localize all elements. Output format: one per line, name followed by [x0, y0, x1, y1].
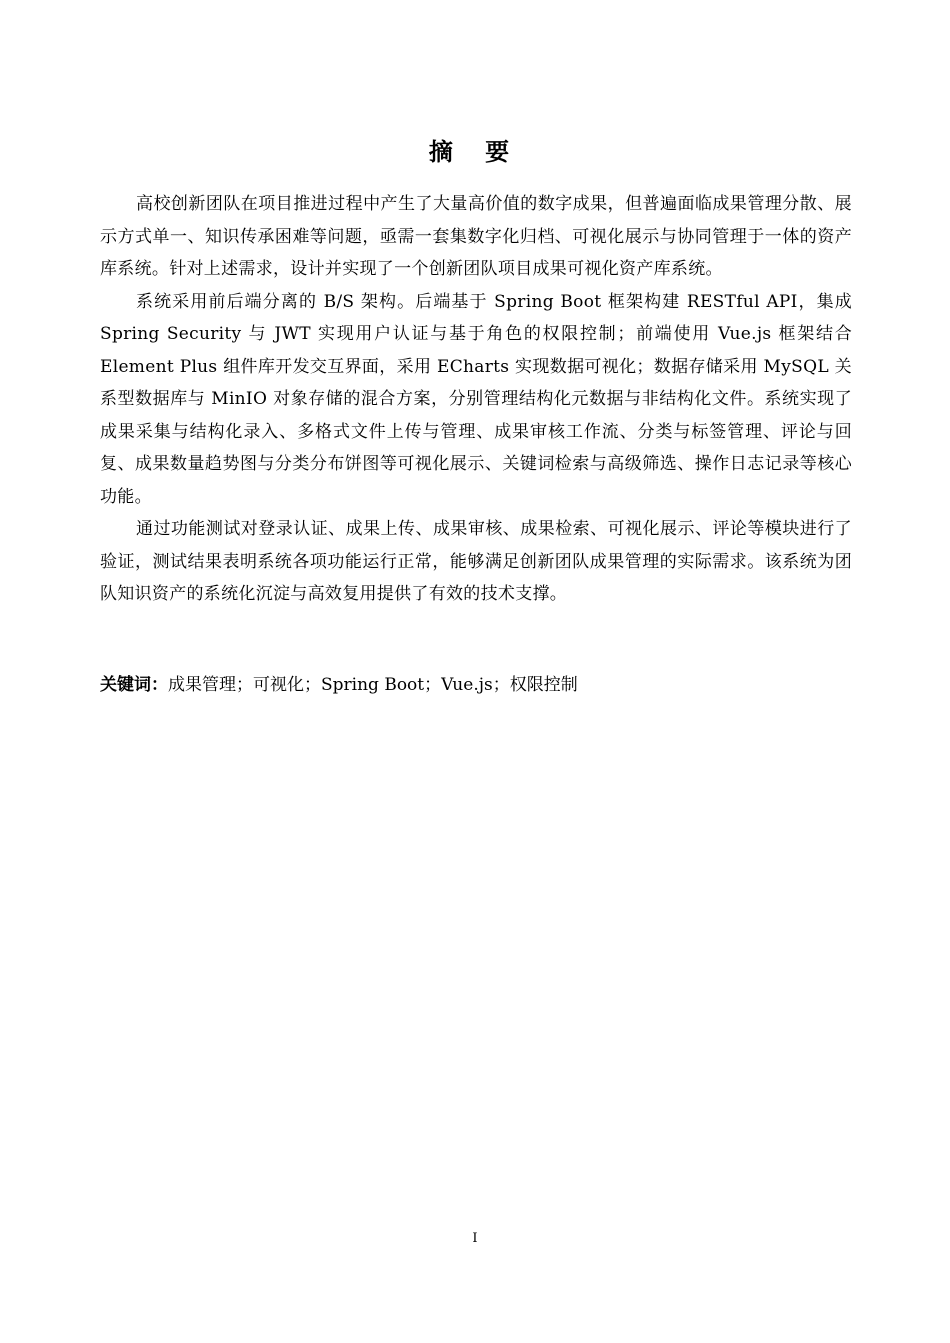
- page-number: I: [472, 1231, 478, 1246]
- abstract-paragraph-3: 通过功能测试对登录认证、成果上传、成果审核、成果检索、可视化展示、评论等模块进行了验证，测试结果表明系统各项功能运行正常，能够满足创新团队成果管理的实际需求。该系统为团队知识资产的系统化沉淀与高效复用提供了有效的技术支撑。: [100, 519, 852, 604]
- abstract-paragraph-1: 高校创新团队在项目推进过程中产生了大量高价值的数字成果，但普遍面临成果管理分散、展示方式单一、知识传承困难等问题，亟需一套集数字化归档、可视化展示与协同管理于一体的资产库系统。针对上述需求，设计并实现了一个创新团队项目成果可视化资产库系统。: [100, 194, 852, 279]
- abstract-paragraph-2: 系统采用前后端分离的 B/S 架构。后端基于 Spring Boot 框架构建 RESTful API，集成 Spring Security 与 JWT 实现用户认证与基于角色的权限控制；前端使用 Vue.js 框架结合 Element Plus 组件库开发交互界面，采用 ECharts 实现数据可视化；数据存储采用 MySQL 关系型数据库与 MinIO 对象存储的混合方案，分别管理结构化元数据与非结构化文件。系统实现了成果采集与结构化录入、多格式文件上传与管理、成果审核工作流、分类与标签管理、评论与回复、成果数量趋势图与分类分布饼图等可视化展示、关键词检索与高级筛选、操作日志记录等核心功能。: [100, 291, 852, 507]
- keywords-text: 成果管理；可视化；Spring Boot；Vue.js；权限控制: [168, 675, 578, 695]
- keywords-label: 关键词：: [100, 675, 168, 695]
- abstract-title: 摘 要: [428, 138, 522, 166]
- abstract-body: [100, 188, 852, 611]
- keywords-line: [100, 669, 852, 701]
